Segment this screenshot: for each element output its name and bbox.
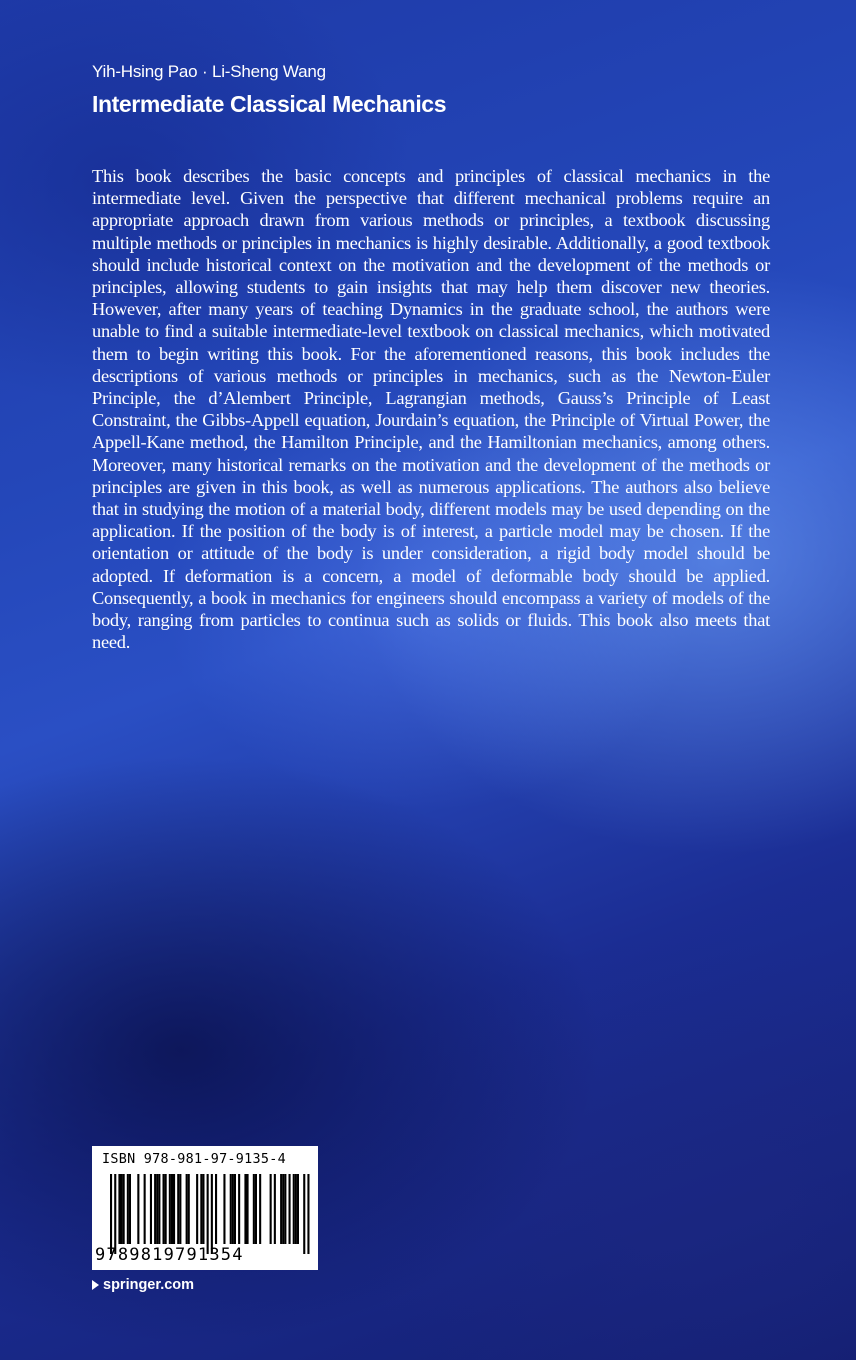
barcode-bar [179,1174,181,1244]
barcode-bar [127,1174,129,1244]
barcode-bar [158,1174,160,1244]
barcode-bar [173,1174,175,1244]
barcode-bar [297,1174,299,1244]
barcode-bar [274,1174,276,1244]
triangle-right-icon [92,1280,99,1290]
barcode-bar [169,1174,171,1244]
barcode-bar [211,1174,213,1254]
barcode-bar [121,1174,123,1244]
isbn-number: ISBN 978-981-97-9135-4 [102,1152,286,1167]
isbn-barcode [92,1146,318,1270]
barcode-bar [253,1174,255,1244]
barcode-bar [156,1174,158,1244]
barcode-bar [259,1174,261,1244]
barcode-bar [289,1174,291,1244]
barcode-bar [177,1174,179,1244]
publisher-link[interactable] [92,1277,194,1293]
barcode-bar [123,1174,125,1244]
barcode-bar [171,1174,173,1244]
barcode-bar [118,1174,120,1244]
barcode-bar [247,1174,249,1244]
book-title: Intermediate Classical Mechanics [92,91,447,117]
barcode-bar [230,1174,232,1244]
book-description: This book describes the basic concepts and principles of classical mechanics in the intermediate level. Given the perspective that different mechanical problems require an appropriate approach drawn from various methods or principles, a textbook discussing multiple methods or principles in mechanics is highly desirable. Additionally, a good textbook should include historical context on the motivation and the development of the methods or principles, allowing students to gain insights that may help them discover new theories. However, after many years of teaching Dynamics in the graduate school, the authors were unable to find a suitable intermediate-level textbook on classical mechanics, which motivated them to begin writing this book. For the aforementioned reasons, this book includes the descriptions of various methods or principles in mechanics, such as the Newton-Euler Principle, the d’Alembert Principle, Lagrangian methods, Gauss’s Principle of Least Constraint, the Gibbs-Appell equation, Jourdain’s equation, the Principle of Virtual Power, the Appell-Kane method, the Hamilton Principle, and the Hamiltonian mechanics, among others. Moreover, many historical remarks on the motivation and the development of the methods or principles are given in this book, as well as numerous applications. The authors also believe that in studying the motion of a material body, different models may be used depending on the application. If the position of the body is of interest, a particle model may be chosen. If the orientation or attitude of the body is under consideration, a rigid body model should be adopted. If deformation is a concern, a model of deformable body should be applied. Consequently, a book in mechanics for engineers should encompass a variety of models of the body, ranging from particles to continua such as solids or fluids. This book also meets that need. [92,166,770,653]
barcode-bar [144,1174,146,1244]
barcode-bar [165,1174,167,1244]
barcode-bar [238,1174,240,1244]
barcode-bar [114,1174,116,1254]
barcode-digits: 9789819791354 [95,1245,244,1265]
barcode-bar [307,1174,309,1254]
barcode-bar [163,1174,165,1244]
barcode-bar [232,1174,234,1244]
barcode-bar [110,1174,112,1254]
barcode-bar [255,1174,257,1244]
barcode-bar [202,1174,204,1244]
barcode-bar [244,1174,246,1244]
barcode-bar [154,1174,156,1244]
barcode-bar [137,1174,139,1244]
barcode-bar [207,1174,209,1254]
barcode-bar [284,1174,286,1244]
barcode-bar [234,1174,236,1244]
barcode-bar [215,1174,217,1244]
barcode-bar [200,1174,202,1244]
barcode-bar [196,1174,198,1244]
publisher-website: springer.com [103,1277,195,1293]
barcode-bar [282,1174,284,1244]
barcode-bar [188,1174,190,1244]
barcode-bar [295,1174,297,1244]
barcode-bar [280,1174,282,1244]
authors: Yih-Hsing Pao · Li-Sheng Wang [92,62,326,81]
barcode-bar [150,1174,152,1244]
barcode-bar [129,1174,131,1244]
barcode-bar [293,1174,295,1244]
barcode-bar [223,1174,225,1244]
barcode-bar [303,1174,305,1254]
barcode-bar [270,1174,272,1244]
barcode-bar [186,1174,188,1244]
